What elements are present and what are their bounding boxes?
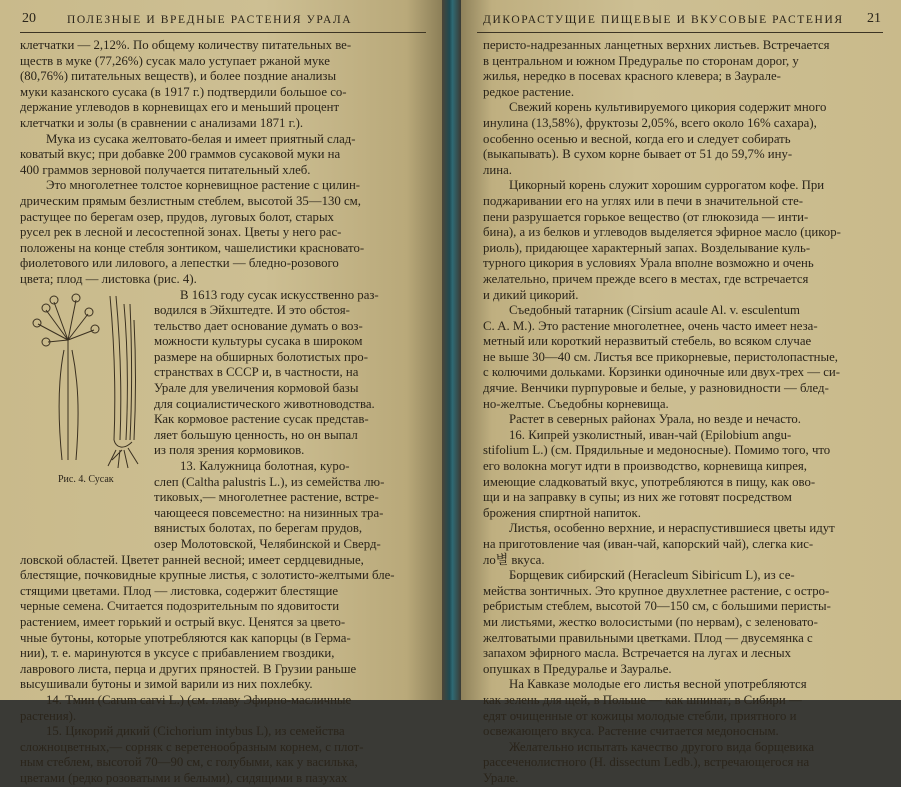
text-line: цветами (редко розоватыми и белыми), сидящими в пазухах: [20, 770, 348, 785]
text-line: чающееся повсеместно: на низинных тра-: [154, 505, 384, 520]
text-line: тиковых,— многолетнее растение, встре-: [154, 490, 379, 505]
text-line: C. A. M.). Это растение многолетнее, очень часто имеет неза-: [483, 318, 818, 333]
text-line: Желательно испытать качество другого вида борщевика: [509, 739, 815, 754]
text-line: черные семена. Считается подозрительным по ядовитости: [20, 599, 340, 614]
book-gutter: [442, 0, 461, 700]
text-line: чные бутоны, которые употребляются как капорцы (в Герма-: [20, 630, 351, 645]
left-text-bottom: [20, 553, 430, 787]
text-line: Съедобный татарник (Cirsium acaule Al. v. esculentum: [509, 303, 800, 318]
text-line: тельство дает основание думать о воз-: [154, 318, 363, 333]
text-line: Листья, особенно верхние, и нераспустившиеся цветы идут: [509, 521, 835, 536]
text-line: пени разрушается горькое вещество (от глюкозида — инти-: [483, 209, 809, 224]
text-line: рассеченолистного (H. dissectum Ledb.), встречающегося на: [483, 755, 810, 770]
text-line: Урале для увеличения кормовой базы: [154, 381, 359, 396]
text-line: поджаривании его на углях или в печи в значительной сте-: [483, 193, 804, 208]
text-line: на приготовление чая (иван-чай, капорский чай), слегка кис-: [483, 537, 814, 551]
text-line: растением, имеет горький и острый вкус. Ценятся за цвето-: [20, 614, 346, 629]
left-page-body: [20, 38, 430, 787]
text-line: дячие. Венчики пурпуровые и белые, у разновидности — блед-: [483, 381, 829, 396]
text-line: положены на конце стебля зонтиком, чашелистики красновато-: [20, 240, 365, 255]
text-line: лина.: [483, 162, 512, 177]
text-line: (выкапывать). В сухом корне бывает от 51 до 59,7% ину-: [483, 147, 793, 162]
text-line: ловской областей. Цветет ранней весной; имеет сердцевидные,: [20, 552, 364, 567]
text-line: вянистых болотах, по берегам прудов,: [154, 521, 363, 536]
text-line: с колючими дольками. Корзинки одиночные или двух-трех — си-: [483, 365, 841, 380]
text-line: запахом эфирного масла. Встречается на лугах и лесных: [483, 646, 792, 661]
text-line: не выше 30—40 см. Листья все прикорневые, перистолопастные,: [483, 349, 838, 364]
text-line: и дикий цикорий.: [483, 287, 579, 302]
text-line: stifolium L.) (см. Прядильные и медоносные). Помимо того, что: [483, 443, 831, 458]
text-line: из поля зрения кормовиков.: [154, 443, 305, 458]
text-line: ществ в муке (77,26%) сусак мало уступает ржаной муке: [20, 53, 330, 68]
text-line: Это многолетнее толстое корневищное растение с цилин-: [46, 178, 361, 193]
text-line: держание углеводов в корневищах его и меньший процент: [20, 100, 340, 115]
text-line: ло별 вкуса.: [483, 552, 545, 567]
left-running-title: ПОЛЕЗНЫЕ И ВРЕДНЫЕ РАСТЕНИЯ УРАЛА: [67, 14, 353, 26]
text-line: можности культуры сусака в широком: [154, 334, 363, 349]
text-line: 13. Калужница болотная, куро-: [180, 459, 350, 474]
text-line: коватый вкус; при добавке 200 граммов сусаковой муки на: [20, 147, 341, 162]
right-page-number: 21: [867, 11, 881, 26]
text-line: растущее по берегам озер, прудов, луговых болот, старых: [20, 209, 334, 224]
figure-caption: Рис. 4. Сусак: [58, 473, 114, 485]
text-line: На Кавказе молодые его листья весной употребляются: [509, 677, 807, 692]
text-line: имеющие сладковатый вкус, употребляются в пищу, как ово-: [483, 474, 816, 489]
text-line: в центральном и южном Предуралье по сторонам дорог, у: [483, 53, 799, 68]
text-line: метный или короткий неразвитый стебель, во всяком случае: [483, 334, 812, 349]
text-line: едят очищенные от кожицы молодые стебли, приятного и: [483, 708, 797, 723]
text-line: Урале.: [483, 770, 519, 785]
text-line: размере на обширных болотистых про-: [154, 349, 368, 364]
text-line: озер Молотовской, Челябинской и Сверд-: [154, 537, 381, 551]
text-line: опушках в Предуралье и Зауралье.: [483, 661, 672, 676]
text-line: ребристым стеблем, высотой 70—150 см, с большими перисты-: [483, 599, 831, 614]
text-line: 400 граммов зерновой получается питательный хлеб.: [20, 162, 311, 177]
text-line: сложноцветных,— сорняк с веретенообразным корнем, с плот-: [20, 739, 364, 754]
text-line: слеп (Caltha palustris L.), из семейства лю-: [154, 474, 385, 489]
text-line: 14. Тмин (Carum carvi L.) (см. главу Эфирно-масличные: [46, 692, 352, 707]
text-line: желтоватыми правильными цветками. Плод — двусемянка с: [483, 630, 813, 645]
text-line: но-желтые. Съедобны корневища.: [483, 396, 669, 411]
text-line: риоль), придающее характерный запах. Возделывание куль-: [483, 240, 811, 255]
text-line: цвета; плод — листовка (рис. 4).: [20, 271, 197, 286]
text-line: лаврового листа, перца и других пряностей. В Грузии раньше: [20, 661, 357, 676]
text-line: 16. Кипрей узколистный, иван-чай (Epilobium angu-: [509, 427, 792, 442]
text-line: бина), а из белков и углеводов выделяется эфирное масло (цикор-: [483, 225, 841, 240]
text-line: стящими цветами. Плод — листовка, содержит блестящие: [20, 583, 339, 598]
text-line: русел рек в лесной и лесостепной зонах. Цветы у него рас-: [20, 225, 342, 240]
text-line: Свежий корень культивируемого цикория содержит много: [509, 100, 827, 115]
left-header-rule: [20, 32, 426, 33]
text-line: растения).: [20, 708, 77, 723]
text-line: дрическим прямым безлистным стеблем, высотой 35—130 см,: [20, 193, 361, 208]
text-line: фиолетового или лилового, а лепестки — бледно-розового: [20, 256, 339, 271]
text-line: блестящие, почковидные крупные листья, с золотисто-желтыми бле-: [20, 568, 395, 583]
text-line: муки казанского сусака (в 1917 г.) подтвердили большое со-: [20, 84, 347, 99]
text-line: желательно, причем прежде всего в местах, где встречается: [483, 271, 809, 286]
text-line: ми листьями, жестко волосистыми (по нервам), с зеленовато-: [483, 614, 818, 629]
text-line: щи и на заправку в супы; из них же готовят посредством: [483, 490, 792, 505]
text-line: 15. Цикорий дикий (Cichorium intybus L), из семейства: [46, 724, 345, 739]
text-line: Растет в северных районах Урала, но везде и нечасто.: [509, 412, 801, 427]
wrapped-text-column: [150, 288, 430, 553]
text-line: инулина (13,58%), фруктозы 2,05%, всего около 16% сахара),: [483, 115, 817, 130]
text-line: Мука из сусака желтовато-белая и имеет приятный слад-: [46, 131, 356, 146]
text-line: Борщевик сибирский (Heracleum Sibiricum L), из се-: [509, 568, 795, 583]
text-line: ным стеблем, высотой 70—90 см, с голубыми, как у василька,: [20, 755, 358, 770]
left-text-top: [20, 38, 430, 288]
text-line: клетчатки — 2,12%. По общему количеству питательных ве-: [20, 38, 352, 52]
right-header-rule: [477, 32, 883, 33]
text-line: странствах в СССР и, в частности, на: [154, 365, 359, 380]
left-page: [0, 0, 442, 785]
right-page-body: [483, 38, 887, 787]
text-line: клетчатки и золы (в сравнении с анализами 1871 г.).: [20, 115, 304, 130]
text-line: нии), т. е. маринуются в уксусе с прибавлением гвоздики,: [20, 646, 335, 661]
text-line: Как кормовое растение сусак представ-: [154, 412, 369, 427]
text-line: перисто-надрезанных ланцетных верхних листьев. Встречается: [483, 38, 830, 52]
text-line: мейства зонтичных. Это крупное двухлетнее растение, с остро-: [483, 583, 830, 598]
text-line: особенно осенью и весной, когда его и следует собирать: [483, 131, 791, 146]
text-line: Цикорный корень служит хорошим суррогатом кофе. При: [509, 178, 825, 193]
text-line: освежающего вкуса. Растение считается медоносным.: [483, 724, 779, 739]
figure-wrap-section: [20, 288, 430, 553]
text-line: жилья, нередко в посевах красного клевера; в Заурале-: [483, 69, 781, 84]
text-line: его волокна могут идти в производство, корневища кипрея,: [483, 459, 807, 474]
text-line: водился в Эйхштедте. И это обстоя-: [154, 303, 350, 318]
text-line: редкое растение.: [483, 84, 575, 99]
text-line: брожения спиртной напиток.: [483, 505, 641, 520]
text-line: для социалистического животноводства.: [154, 396, 375, 411]
text-line: высушивали бутоны и зимой варили из них похлебку.: [20, 677, 313, 692]
text-line: ляет большую ценность, но он выпал: [154, 427, 358, 442]
text-line: В 1613 году сусак искусственно раз-: [180, 287, 379, 302]
figure-susak: [20, 288, 150, 492]
right-page: [461, 0, 901, 785]
text-line: как зелень для щей, в Польше — как шпинат; в Сибири —: [483, 692, 802, 707]
text-line: (80,76%) питательных веществ), и более поздние анализы: [20, 69, 337, 84]
right-running-title: ДИКОРАСТУЩИЕ ПИЩЕВЫЕ И ВКУСОВЫЕ РАСТЕНИЯ: [483, 14, 844, 26]
susak-plant-illustration: [24, 290, 146, 470]
left-page-number: 20: [22, 11, 36, 26]
text-line: турного цикория в условиях Урала вполне возможно и очень: [483, 256, 814, 271]
